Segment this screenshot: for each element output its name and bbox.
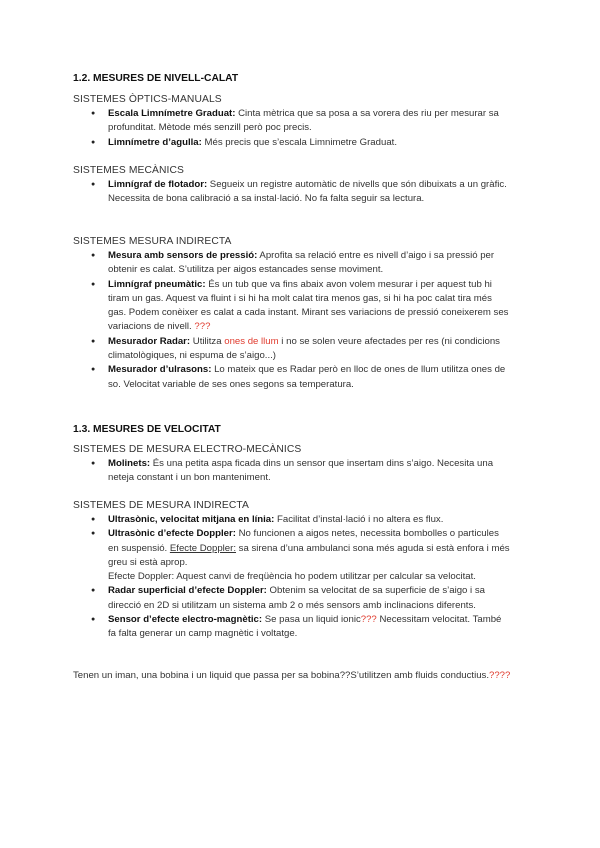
subheading-mesura-indirecta-velocitat: SISTEMES DE MESURA INDIRECTA <box>73 500 249 511</box>
list-optics-manuals <box>0 107 600 150</box>
closing-paragraph <box>73 669 533 683</box>
term-sensor-electromagnetic: Sensor d’efecte electro-magnètic: <box>108 614 263 626</box>
list-mecanics <box>0 178 600 207</box>
item-text: No funcionen a aigos netes, necessita bombolles o particules en suspensió. <box>108 528 499 554</box>
term-ultrasonic-doppler: Ultrasònic d’efecte Doppler: <box>108 528 236 540</box>
list-item <box>0 363 600 392</box>
term-radar-superficial-doppler: Radar superficial d’efecte Doppler: <box>108 585 267 597</box>
item-text: Cinta mètrica que sa posa a sa vorera des riu per mesurar sa profunditat. Mètode més senzill però poc precis. <box>108 108 499 134</box>
item-text: Utilitza <box>190 335 225 347</box>
item-text: i no se solen veure afectades per res (ni condicions climatològiques, ni espuma de s’aigo...) <box>108 335 500 362</box>
list-item <box>0 278 600 335</box>
term-limnigraf-flotador: Limnígraf de flotador: <box>108 179 208 190</box>
item-text: Se pasa un liquid ionic <box>262 614 361 626</box>
item-text: És un tub que va fins abaix avon volem mesurar i per aquest tub hi tiram un gas. Aquest va fluint i si hi ha molt calat tira menos gas, si hi ha poc calat tira més gas. Podem conèixer es calat a cada instant. Mirant ses variacions de pressió coneixerem ses variacions de nivell. <box>108 278 509 333</box>
term-mesurador-ultrasons: Mesurador d’ulrasons: <box>108 364 212 376</box>
item-text: Necessitam velocitat. També fa falta generar un camp magnètic i voltatge. <box>108 614 502 640</box>
question-flag: ??? <box>360 614 377 626</box>
list-item <box>0 613 600 642</box>
list-item <box>0 249 600 278</box>
term-limnigraf-pneumatic: Limnígraf pneumàtic: <box>108 278 206 290</box>
list-mesura-indirecta <box>0 249 600 392</box>
subheading-electro-mecanics: SISTEMES DE MESURA ELECTRO-MECÀNICS <box>73 444 302 455</box>
section-title-velocitat: 1.3. MESURES DE VELOCITAT <box>73 424 221 435</box>
list-item <box>0 584 600 613</box>
term-mesurador-radar: Mesurador Radar: <box>108 335 191 347</box>
item-text: Més precis que s’escala Limnimetre Graduat. <box>201 136 397 148</box>
question-flag: ???? <box>489 670 511 681</box>
item-text: Lo mateix que es Radar però en lloc de ones de llum utilitza ones de so. Velocitat variable de ses ones segons sa temperatura. <box>108 364 506 390</box>
term-ultrasonic-velocitat-mitjana: Ultrasònic, velocitat mitjana en línia: <box>108 514 275 525</box>
underlined-efecte-doppler: Efecte Doppler: <box>169 542 237 554</box>
item-text: Obtenim sa velocitat de sa superficie de s’aigo i sa direcció en 2D si utilitzam un sistema amb 2 o més sensors amb inclinacions diferents. <box>108 585 485 611</box>
term-sensors-pressio: Mesura amb sensors de pressió: <box>108 250 258 261</box>
item-text: És una petita aspa ficada dins un sensor que insertam dins s’aigo. Necesita una neteja constant i un bon manteniment. <box>108 458 494 484</box>
item-note: Efecte Doppler: Aquest canvi de freqüència ho podem utilitzar per calcular sa velocitat. <box>108 571 476 583</box>
list-item <box>0 457 600 486</box>
term-limnimetre-agulla: Limnímetre d’agulla: <box>108 136 202 148</box>
subheading-optics-manuals: SISTEMES ÒPTICS-MANUALS <box>73 94 222 105</box>
list-mesura-indirecta-velocitat <box>0 513 600 642</box>
highlight-ones-llum: ones de llum <box>224 335 279 347</box>
subheading-mesura-indirecta: SISTEMES MESURA INDIRECTA <box>73 236 232 247</box>
term-escala-limnimetre: Escala Limnímetre Graduat: <box>108 108 236 119</box>
item-text: sa sirena d’una ambulanci sona més aguda si està enfora i més greu si està aprop. <box>108 542 510 568</box>
list-item <box>0 136 600 150</box>
list-item <box>0 178 600 207</box>
list-item <box>0 335 600 364</box>
section-title-nivell-calat: 1.2. MESURES DE NIVELL-CALAT <box>73 73 239 84</box>
list-item <box>0 107 600 136</box>
question-flag: ??? <box>191 321 211 333</box>
list-electro-mecanics <box>0 457 600 486</box>
item-text: Facilitat d’instal·lació i no altera es flux. <box>274 514 444 525</box>
list-item <box>0 527 600 584</box>
closing-text: Tenen un iman, una bobina i un liquid que passa per sa bobina??S’utilitzen amb fluids conductius. <box>73 670 490 681</box>
subheading-mecanics: SISTEMES MECÀNICS <box>73 165 184 176</box>
term-molinets: Molinets: <box>108 458 151 469</box>
item-text: Segueix un registre automàtic de nivells que són dibuixats a un gràfic. Necessita de bona calibració a sa instal·lació. No fa falta seguir sa lectura. <box>108 179 507 205</box>
list-item <box>0 513 600 527</box>
item-text: Aprofita sa relació entre es nivell d’aigo i sa pressió per obtenir es calat. S’utilitza per aigos estancades sense moviment. <box>108 250 495 276</box>
